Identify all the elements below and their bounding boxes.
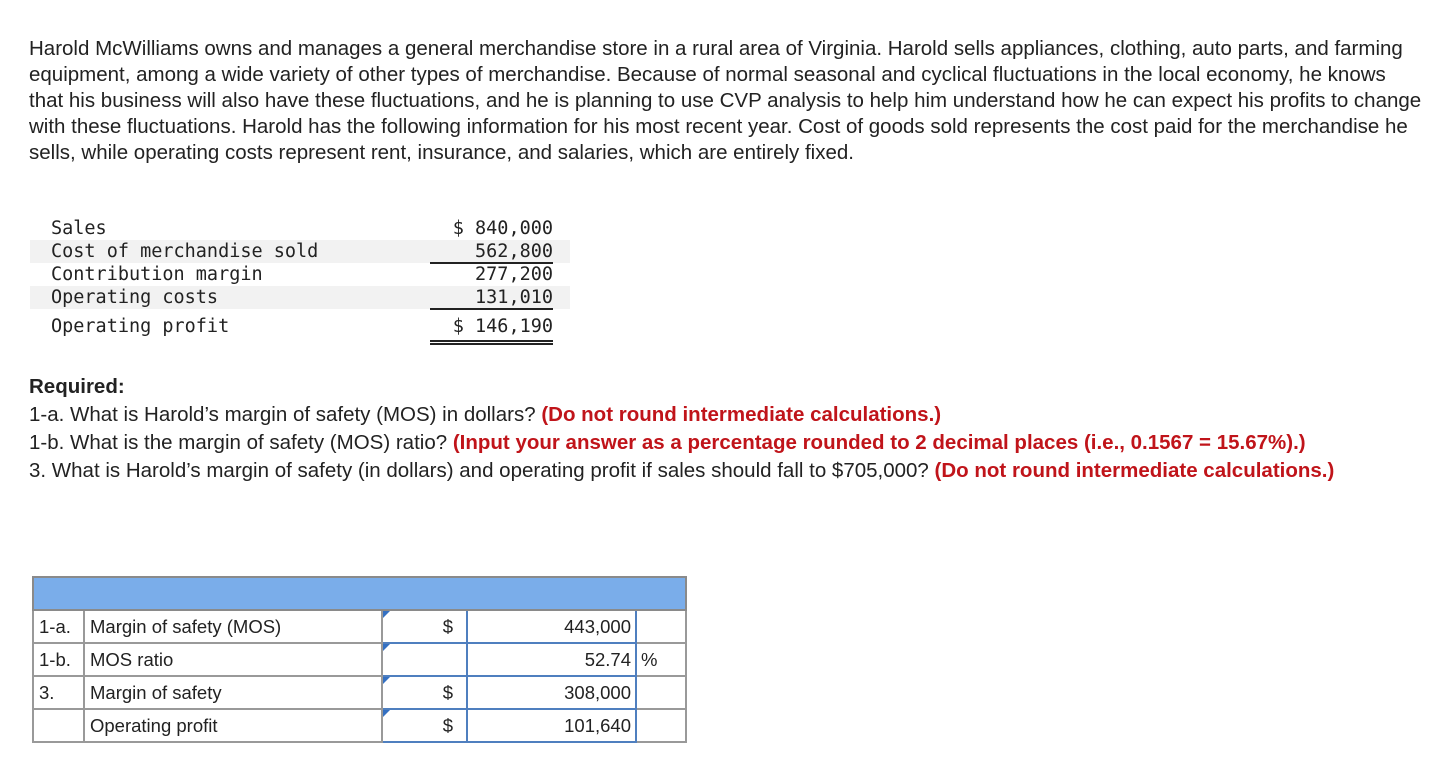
- answer-row-number: 1-a.: [33, 610, 84, 643]
- answer-row-number: [33, 709, 84, 742]
- answer-row-label: Margin of safety: [84, 676, 382, 709]
- answer-unit: [636, 676, 686, 709]
- income-row-operating-costs: [30, 286, 570, 309]
- question-1a-hint: (Do not round intermediate calculations.): [541, 403, 942, 426]
- currency-symbol: $: [382, 610, 467, 643]
- answer-row-label: MOS ratio: [84, 643, 382, 676]
- currency-symbol: $: [382, 676, 467, 709]
- income-label: Cost of merchandise sold: [51, 241, 319, 262]
- answer-unit: [636, 610, 686, 643]
- currency-symbol: [382, 643, 467, 676]
- required-section: [29, 373, 1424, 485]
- question-1b: [29, 429, 1424, 457]
- income-label: Contribution margin: [51, 264, 263, 285]
- answer-row-number: 1-b.: [33, 643, 84, 676]
- question-3-text: 3. What is Harold’s margin of safety (in dollars) and operating profit if sales should fall to $705,000?: [29, 459, 929, 482]
- currency-symbol: $: [382, 709, 467, 742]
- answer-input-mos-new-sales[interactable]: 308,000: [467, 676, 636, 709]
- income-value: 277,200: [475, 264, 553, 285]
- income-row-cost: [30, 240, 570, 263]
- problem-description: Harold McWilliams owns and manages a general merchandise store in a rural area of Virginia. Harold sells appliances, clothing, auto parts, and farming equipment, among a wide variety of other types of merchandise. Because of normal seasonal and cyclical fluctuations in the local economy, he knows that his business will also have these fluctuations, and he is planning to use CVP analysis to help him understand how he can expect his profits to change with these fluctuations. Harold has the following information for his most recent year. Cost of goods sold represents the cost paid for the merchandise he sells, while operating costs represent rent, insurance, and salaries, which are entirely fixed.: [29, 37, 1422, 164]
- answer-row-number: 3.: [33, 676, 84, 709]
- income-row-sales: [30, 217, 570, 240]
- answer-unit: [636, 709, 686, 742]
- question-1a-text: 1-a. What is Harold’s margin of safety (MOS) in dollars?: [29, 403, 536, 426]
- answer-row-label: Operating profit: [84, 709, 382, 742]
- question-1b-hint: (Input your answer as a percentage rounded to 2 decimal places (i.e., 0.1567 = 15.67%).): [452, 431, 1306, 454]
- question-3-hint: (Do not round intermediate calculations.): [934, 459, 1335, 482]
- answer-row-label: Margin of safety (MOS): [84, 610, 382, 643]
- income-label: Operating costs: [51, 287, 219, 308]
- answer-table-header-cell: [33, 577, 686, 610]
- income-row-profit: [30, 315, 570, 338]
- income-value: $ 840,000: [452, 218, 553, 239]
- answer-input-operating-profit[interactable]: 101,640: [467, 709, 636, 742]
- answer-table: [32, 576, 687, 743]
- income-label: Sales: [51, 218, 107, 239]
- income-value: 562,800: [430, 241, 553, 264]
- required-heading: Required:: [29, 375, 125, 398]
- answer-row-1b: [33, 643, 686, 676]
- answer-row-1a: [33, 610, 686, 643]
- question-1b-text: 1-b. What is the margin of safety (MOS) ratio?: [29, 431, 448, 454]
- question-3: [29, 457, 1424, 485]
- income-value: 131,010: [430, 287, 553, 310]
- answer-row-3-profit: [33, 709, 686, 742]
- income-statement: [30, 217, 570, 338]
- answer-input-mos-ratio[interactable]: 52.74: [467, 643, 636, 676]
- income-value: $ 146,190: [430, 316, 553, 345]
- income-label: Operating profit: [51, 316, 230, 337]
- percent-unit: %: [636, 643, 686, 676]
- income-row-contribution: [30, 263, 570, 286]
- question-1a: [29, 401, 1424, 429]
- answer-table-header: [33, 577, 686, 610]
- answer-row-3-mos: [33, 676, 686, 709]
- answer-input-mos-dollars[interactable]: 443,000: [467, 610, 636, 643]
